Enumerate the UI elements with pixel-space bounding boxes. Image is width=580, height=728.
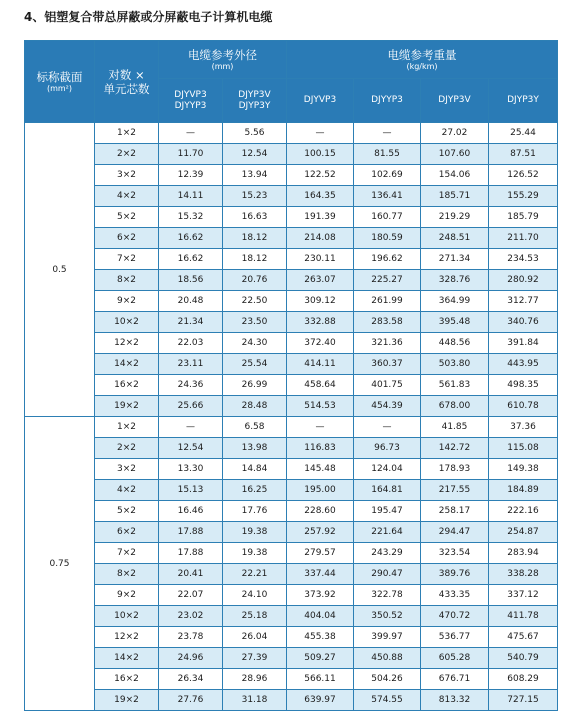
table-row bbox=[25, 333, 558, 354]
table-row bbox=[25, 669, 558, 690]
value-cell: 25.54 bbox=[223, 354, 287, 375]
value-cell: 322.78 bbox=[354, 585, 421, 606]
value-cell: 678.00 bbox=[421, 396, 489, 417]
value-cell: 470.72 bbox=[421, 606, 489, 627]
value-cell: 414.11 bbox=[287, 354, 354, 375]
value-cell: 360.37 bbox=[354, 354, 421, 375]
value-cell: 23.50 bbox=[223, 312, 287, 333]
value-cell: 154.06 bbox=[421, 165, 489, 186]
header-od-sub1-line2: DJYYP3 bbox=[174, 100, 207, 111]
value-cell: 321.36 bbox=[354, 333, 421, 354]
value-cell: 23.02 bbox=[159, 606, 223, 627]
value-cell: 195.00 bbox=[287, 480, 354, 501]
value-cell: 21.34 bbox=[159, 312, 223, 333]
pairs-cell: 14×2 bbox=[95, 354, 159, 375]
value-cell: 23.78 bbox=[159, 627, 223, 648]
value-cell: 608.29 bbox=[489, 669, 558, 690]
value-cell: 294.47 bbox=[421, 522, 489, 543]
value-cell: 639.97 bbox=[287, 690, 354, 711]
header-weight bbox=[287, 41, 558, 79]
value-cell: 20.48 bbox=[159, 291, 223, 312]
pairs-cell: 7×2 bbox=[95, 249, 159, 270]
value-cell: 14.11 bbox=[159, 186, 223, 207]
value-cell: 254.87 bbox=[489, 522, 558, 543]
value-cell: 323.54 bbox=[421, 543, 489, 564]
value-cell: 16.62 bbox=[159, 228, 223, 249]
value-cell: 283.94 bbox=[489, 543, 558, 564]
value-cell: 136.41 bbox=[354, 186, 421, 207]
value-cell: 257.92 bbox=[287, 522, 354, 543]
value-cell: 23.11 bbox=[159, 354, 223, 375]
value-cell: 448.56 bbox=[421, 333, 489, 354]
value-cell: 27.02 bbox=[421, 123, 489, 144]
header-outer-diameter bbox=[159, 41, 287, 79]
value-cell: 28.48 bbox=[223, 396, 287, 417]
value-cell: 26.04 bbox=[223, 627, 287, 648]
table-body bbox=[25, 123, 558, 711]
value-cell: 26.99 bbox=[223, 375, 287, 396]
table-row bbox=[25, 480, 558, 501]
value-cell: 5.56 bbox=[223, 123, 287, 144]
value-cell: 195.47 bbox=[354, 501, 421, 522]
value-cell: 13.30 bbox=[159, 459, 223, 480]
value-cell: 475.67 bbox=[489, 627, 558, 648]
table-row bbox=[25, 564, 558, 585]
value-cell: 17.76 bbox=[223, 501, 287, 522]
value-cell: 27.39 bbox=[223, 648, 287, 669]
value-cell: 15.32 bbox=[159, 207, 223, 228]
value-cell: 455.38 bbox=[287, 627, 354, 648]
value-cell: 443.95 bbox=[489, 354, 558, 375]
value-cell: 450.88 bbox=[354, 648, 421, 669]
value-cell: — bbox=[354, 417, 421, 438]
value-cell: 221.64 bbox=[354, 522, 421, 543]
value-cell: 503.80 bbox=[421, 354, 489, 375]
table-row bbox=[25, 501, 558, 522]
value-cell: 433.35 bbox=[421, 585, 489, 606]
value-cell: 102.69 bbox=[354, 165, 421, 186]
value-cell: 290.47 bbox=[354, 564, 421, 585]
pairs-cell: 2×2 bbox=[95, 438, 159, 459]
value-cell: 454.39 bbox=[354, 396, 421, 417]
value-cell: 328.76 bbox=[421, 270, 489, 291]
pairs-cell: 16×2 bbox=[95, 375, 159, 396]
value-cell: — bbox=[287, 417, 354, 438]
header-od-sub1-line1: DJYVP3 bbox=[174, 89, 207, 100]
value-cell: 180.59 bbox=[354, 228, 421, 249]
pairs-cell: 14×2 bbox=[95, 648, 159, 669]
value-cell: 20.76 bbox=[223, 270, 287, 291]
pairs-cell: 3×2 bbox=[95, 459, 159, 480]
value-cell: 191.39 bbox=[287, 207, 354, 228]
value-cell: 24.30 bbox=[223, 333, 287, 354]
value-cell: 217.55 bbox=[421, 480, 489, 501]
table-row bbox=[25, 207, 558, 228]
header-w-sub4: DJYP3Y bbox=[489, 79, 558, 123]
pairs-cell: 9×2 bbox=[95, 585, 159, 606]
value-cell: 122.52 bbox=[287, 165, 354, 186]
table-row bbox=[25, 312, 558, 333]
header-pairs-line2: 单元芯数 bbox=[103, 81, 150, 96]
value-cell: 27.76 bbox=[159, 690, 223, 711]
value-cell: 185.71 bbox=[421, 186, 489, 207]
value-cell: 372.40 bbox=[287, 333, 354, 354]
value-cell: 22.03 bbox=[159, 333, 223, 354]
pairs-cell: 1×2 bbox=[95, 417, 159, 438]
pairs-cell: 8×2 bbox=[95, 270, 159, 291]
value-cell: 22.07 bbox=[159, 585, 223, 606]
value-cell: 17.88 bbox=[159, 522, 223, 543]
pairs-cell: 9×2 bbox=[95, 291, 159, 312]
value-cell: 263.07 bbox=[287, 270, 354, 291]
value-cell: 22.50 bbox=[223, 291, 287, 312]
header-w-sub2: DJYYP3 bbox=[354, 79, 421, 123]
table-row bbox=[25, 627, 558, 648]
value-cell: 411.78 bbox=[489, 606, 558, 627]
value-cell: 248.51 bbox=[421, 228, 489, 249]
value-cell: 96.73 bbox=[354, 438, 421, 459]
value-cell: 16.62 bbox=[159, 249, 223, 270]
pairs-cell: 10×2 bbox=[95, 312, 159, 333]
value-cell: 395.48 bbox=[421, 312, 489, 333]
table-row bbox=[25, 123, 558, 144]
value-cell: 178.93 bbox=[421, 459, 489, 480]
value-cell: 22.21 bbox=[223, 564, 287, 585]
pairs-cell: 1×2 bbox=[95, 123, 159, 144]
value-cell: 41.85 bbox=[421, 417, 489, 438]
value-cell: 391.84 bbox=[489, 333, 558, 354]
value-cell: 399.97 bbox=[354, 627, 421, 648]
value-cell: 219.29 bbox=[421, 207, 489, 228]
header-weight-unit: (kg/km) bbox=[406, 61, 438, 71]
value-cell: 16.46 bbox=[159, 501, 223, 522]
value-cell: 15.23 bbox=[223, 186, 287, 207]
value-cell: 100.15 bbox=[287, 144, 354, 165]
value-cell: 18.56 bbox=[159, 270, 223, 291]
table-row bbox=[25, 291, 558, 312]
value-cell: 24.96 bbox=[159, 648, 223, 669]
header-od-sub2 bbox=[223, 79, 287, 123]
header-od-unit: (mm) bbox=[211, 61, 234, 71]
value-cell: — bbox=[159, 417, 223, 438]
value-cell: 17.88 bbox=[159, 543, 223, 564]
table-row bbox=[25, 543, 558, 564]
value-cell: 332.88 bbox=[287, 312, 354, 333]
value-cell: 24.10 bbox=[223, 585, 287, 606]
pairs-cell: 5×2 bbox=[95, 207, 159, 228]
value-cell: 12.39 bbox=[159, 165, 223, 186]
table-row bbox=[25, 375, 558, 396]
header-w-sub3: DJYP3V bbox=[421, 79, 489, 123]
table-row bbox=[25, 648, 558, 669]
pairs-cell: 12×2 bbox=[95, 627, 159, 648]
value-cell: 540.79 bbox=[489, 648, 558, 669]
table-row bbox=[25, 396, 558, 417]
header-pairs-line1: 对数 × bbox=[108, 67, 145, 82]
value-cell: 25.18 bbox=[223, 606, 287, 627]
table-row bbox=[25, 249, 558, 270]
table-row bbox=[25, 354, 558, 375]
table-row bbox=[25, 438, 558, 459]
header-od-sub2-line1: DJYP3V bbox=[238, 89, 271, 100]
value-cell: 514.53 bbox=[287, 396, 354, 417]
pairs-cell: 3×2 bbox=[95, 165, 159, 186]
value-cell: 18.12 bbox=[223, 228, 287, 249]
page-title: 4、铝塑复合带总屏蔽或分屏蔽电子计算机电缆 bbox=[24, 10, 273, 24]
pairs-cell: 2×2 bbox=[95, 144, 159, 165]
value-cell: 279.57 bbox=[287, 543, 354, 564]
value-cell: 566.11 bbox=[287, 669, 354, 690]
pairs-cell: 4×2 bbox=[95, 186, 159, 207]
value-cell: 234.53 bbox=[489, 249, 558, 270]
header-od-label: 电缆参考外径 bbox=[188, 47, 257, 62]
value-cell: 813.32 bbox=[421, 690, 489, 711]
table-row bbox=[25, 144, 558, 165]
value-cell: 401.75 bbox=[354, 375, 421, 396]
value-cell: 337.44 bbox=[287, 564, 354, 585]
value-cell: 389.76 bbox=[421, 564, 489, 585]
value-cell: 504.26 bbox=[354, 669, 421, 690]
header-section-unit: (mm²) bbox=[46, 83, 73, 93]
table-row bbox=[25, 228, 558, 249]
value-cell: 16.25 bbox=[223, 480, 287, 501]
table-row bbox=[25, 417, 558, 438]
table-row bbox=[25, 165, 558, 186]
value-cell: 13.98 bbox=[223, 438, 287, 459]
value-cell: 18.12 bbox=[223, 249, 287, 270]
value-cell: 261.99 bbox=[354, 291, 421, 312]
value-cell: — bbox=[354, 123, 421, 144]
value-cell: 184.89 bbox=[489, 480, 558, 501]
value-cell: 25.44 bbox=[489, 123, 558, 144]
value-cell: 373.92 bbox=[287, 585, 354, 606]
value-cell: 13.94 bbox=[223, 165, 287, 186]
value-cell: 19.38 bbox=[223, 543, 287, 564]
value-cell: 164.81 bbox=[354, 480, 421, 501]
table-row bbox=[25, 522, 558, 543]
value-cell: 14.84 bbox=[223, 459, 287, 480]
value-cell: 561.83 bbox=[421, 375, 489, 396]
value-cell: 340.76 bbox=[489, 312, 558, 333]
value-cell: 12.54 bbox=[223, 144, 287, 165]
value-cell: 243.29 bbox=[354, 543, 421, 564]
value-cell: 12.54 bbox=[159, 438, 223, 459]
value-cell: 364.99 bbox=[421, 291, 489, 312]
value-cell: 458.64 bbox=[287, 375, 354, 396]
header-od-sub2-line2: DJYP3Y bbox=[238, 100, 271, 111]
pairs-cell: 6×2 bbox=[95, 228, 159, 249]
value-cell: 338.28 bbox=[489, 564, 558, 585]
value-cell: 15.13 bbox=[159, 480, 223, 501]
section-cell: 0.5 bbox=[25, 123, 95, 417]
table-row bbox=[25, 606, 558, 627]
value-cell: 196.62 bbox=[354, 249, 421, 270]
value-cell: 155.29 bbox=[489, 186, 558, 207]
table-row bbox=[25, 270, 558, 291]
pairs-cell: 7×2 bbox=[95, 543, 159, 564]
pairs-cell: 10×2 bbox=[95, 606, 159, 627]
value-cell: 164.35 bbox=[287, 186, 354, 207]
value-cell: 149.38 bbox=[489, 459, 558, 480]
value-cell: 498.35 bbox=[489, 375, 558, 396]
pairs-cell: 19×2 bbox=[95, 396, 159, 417]
pairs-cell: 4×2 bbox=[95, 480, 159, 501]
value-cell: 16.63 bbox=[223, 207, 287, 228]
value-cell: 610.78 bbox=[489, 396, 558, 417]
value-cell: 87.51 bbox=[489, 144, 558, 165]
value-cell: 230.11 bbox=[287, 249, 354, 270]
value-cell: 222.16 bbox=[489, 501, 558, 522]
section-cell: 0.75 bbox=[25, 417, 95, 711]
value-cell: 142.72 bbox=[421, 438, 489, 459]
value-cell: 283.58 bbox=[354, 312, 421, 333]
value-cell: 20.41 bbox=[159, 564, 223, 585]
value-cell: 126.52 bbox=[489, 165, 558, 186]
value-cell: 19.38 bbox=[223, 522, 287, 543]
value-cell: 31.18 bbox=[223, 690, 287, 711]
value-cell: 6.58 bbox=[223, 417, 287, 438]
table-row bbox=[25, 459, 558, 480]
header-section-label: 标称截面 bbox=[36, 69, 83, 84]
pairs-cell: 5×2 bbox=[95, 501, 159, 522]
value-cell: 605.28 bbox=[421, 648, 489, 669]
value-cell: 26.34 bbox=[159, 669, 223, 690]
value-cell: 185.79 bbox=[489, 207, 558, 228]
value-cell: 350.52 bbox=[354, 606, 421, 627]
value-cell: 145.48 bbox=[287, 459, 354, 480]
header-section bbox=[25, 41, 95, 123]
value-cell: 124.04 bbox=[354, 459, 421, 480]
table-row bbox=[25, 690, 558, 711]
value-cell: 214.08 bbox=[287, 228, 354, 249]
value-cell: 24.36 bbox=[159, 375, 223, 396]
value-cell: 280.92 bbox=[489, 270, 558, 291]
pairs-cell: 6×2 bbox=[95, 522, 159, 543]
table-row bbox=[25, 585, 558, 606]
header-weight-label: 电缆参考重量 bbox=[387, 47, 457, 62]
pairs-cell: 16×2 bbox=[95, 669, 159, 690]
cable-spec-table bbox=[24, 40, 558, 711]
pairs-cell: 19×2 bbox=[95, 690, 159, 711]
value-cell: 160.77 bbox=[354, 207, 421, 228]
value-cell: 509.27 bbox=[287, 648, 354, 669]
header-pairs bbox=[95, 41, 159, 123]
value-cell: 228.60 bbox=[287, 501, 354, 522]
value-cell: 337.12 bbox=[489, 585, 558, 606]
value-cell: 258.17 bbox=[421, 501, 489, 522]
header-w-sub1: DJYVP3 bbox=[287, 79, 354, 123]
value-cell: 37.36 bbox=[489, 417, 558, 438]
value-cell: 536.77 bbox=[421, 627, 489, 648]
value-cell: 312.77 bbox=[489, 291, 558, 312]
table-row bbox=[25, 186, 558, 207]
header-od-sub1 bbox=[159, 79, 223, 123]
value-cell: 271.34 bbox=[421, 249, 489, 270]
value-cell: 211.70 bbox=[489, 228, 558, 249]
value-cell: 574.55 bbox=[354, 690, 421, 711]
pairs-cell: 8×2 bbox=[95, 564, 159, 585]
value-cell: — bbox=[287, 123, 354, 144]
value-cell: 309.12 bbox=[287, 291, 354, 312]
value-cell: 107.60 bbox=[421, 144, 489, 165]
value-cell: 115.08 bbox=[489, 438, 558, 459]
value-cell: 25.66 bbox=[159, 396, 223, 417]
value-cell: 81.55 bbox=[354, 144, 421, 165]
value-cell: 116.83 bbox=[287, 438, 354, 459]
value-cell: 727.15 bbox=[489, 690, 558, 711]
value-cell: 11.70 bbox=[159, 144, 223, 165]
value-cell: 676.71 bbox=[421, 669, 489, 690]
value-cell: 28.96 bbox=[223, 669, 287, 690]
value-cell: 404.04 bbox=[287, 606, 354, 627]
value-cell: 225.27 bbox=[354, 270, 421, 291]
pairs-cell: 12×2 bbox=[95, 333, 159, 354]
value-cell: — bbox=[159, 123, 223, 144]
